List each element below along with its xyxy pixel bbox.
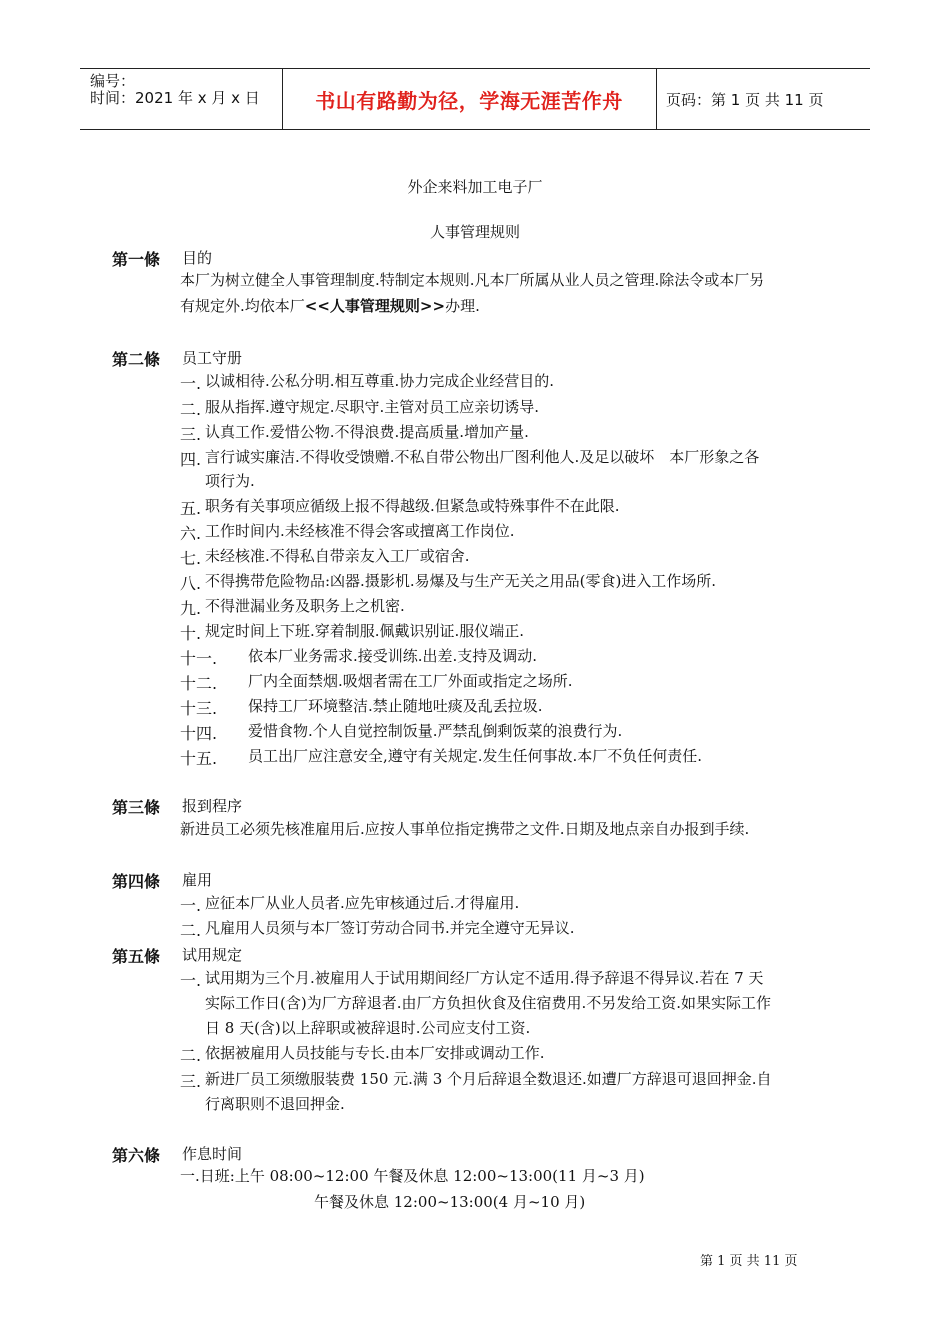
item-text: 项行为. (205, 472, 255, 490)
item-text: 应征本厂从业人员者.应先审核通过后.才得雇用. (205, 894, 520, 912)
header-motto: 书山有路勤为径，学海无涯苦作舟 (315, 88, 623, 113)
item-number: 十五. (180, 749, 218, 768)
article-label: 第三條 (112, 798, 161, 817)
item-text: 凡雇用人员须与本厂签订劳动合同书.并完全遵守无异议. (205, 919, 575, 937)
header-divider (656, 68, 657, 130)
item-text: 不得泄漏业务及职务上之机密. (205, 597, 405, 615)
header-date: 时间：2021 年 x 月 x 日 (90, 89, 260, 107)
item-number: 一. (180, 374, 202, 393)
item-text: 依据被雇用人员技能与专长.由本厂安排或调动工作. (205, 1044, 545, 1062)
item-text: 规定时间上下班.穿着制服.佩戴识别证.服仪端正. (205, 622, 525, 640)
item-text: 工作时间内.未经核准不得会客或擅离工作岗位. (205, 522, 515, 540)
item-number: 一. (180, 971, 202, 990)
item-number: 二. (180, 1046, 202, 1065)
item-number: 十二. (180, 674, 218, 693)
article-label: 第六條 (112, 1146, 161, 1165)
item-text: 实际工作日(含)为厂方辞退者.由厂方负担伙食及住宿费用.不另发给工资.如果实际工作 (205, 994, 772, 1012)
article-label: 第二條 (112, 350, 161, 369)
page-footer: 第 1 页 共 11 页 (700, 1254, 798, 1269)
item-text: 服从指挥.遵守规定.尽职守.主管对员工应亲切诱导. (205, 398, 540, 416)
item-text: 依本厂业务需求.接受训练.出差.支持及调动. (248, 647, 538, 665)
paragraph-text: 有规定外.均依本厂 (180, 297, 305, 315)
paragraph-text: 办理. (445, 297, 480, 315)
article-label: 第五條 (112, 947, 161, 966)
article-heading: 员工守册 (182, 349, 243, 367)
item-text: 试用期为三个月.被雇用人于试用期间经厂方认定不适用.得予辞退不得异议.若在 7 天 (205, 969, 764, 987)
schedule-line: 午餐及休息 12:00~13:00(4 月~10 月) (314, 1193, 586, 1211)
item-number: 八. (180, 574, 202, 593)
header-page-info: 页码：第 1 页 共 11 页 (666, 90, 824, 109)
item-text: 厂内全面禁烟.吸烟者需在工厂外面或指定之场所. (248, 672, 573, 690)
item-text: 认真工作.爱惜公物.不得浪费.提高质量.增加产量. (205, 423, 529, 441)
header-code-label: 编号： (90, 72, 136, 90)
paragraph-line: 本厂为树立健全人事管理制度.特制定本规则.凡本厂所属从业人员之管理.除法令或本厂另 (180, 271, 765, 289)
item-number: 十一. (180, 649, 218, 668)
item-number: 二. (180, 921, 202, 940)
paragraph-line (180, 296, 480, 316)
item-number: 七. (180, 549, 202, 568)
article-heading: 雇用 (182, 871, 213, 889)
item-number: 五. (180, 499, 202, 518)
company-name: 外企来料加工电子厂 (407, 178, 543, 196)
item-number: 十. (180, 624, 202, 643)
item-number: 三. (180, 425, 202, 444)
item-number: 六. (180, 524, 202, 543)
item-text: 员工出厂应注意安全,遵守有关规定.发生任何事故.本厂不负任何责任. (248, 747, 703, 765)
item-text: 言行诚实廉洁.不得收受馈赠.不私自带公物出厂图利他人.及足以破坏 本厂形象之各 (205, 448, 760, 466)
article-label: 第四條 (112, 872, 161, 891)
item-number: 十三. (180, 699, 218, 718)
article-heading: 作息时间 (182, 1145, 243, 1163)
item-number: 九. (180, 599, 202, 618)
article-heading: 试用规定 (182, 946, 243, 964)
header-table (80, 68, 870, 130)
article-heading: 目的 (182, 249, 213, 267)
item-number: 一. (180, 896, 202, 915)
item-text: 爱惜食物.个人自觉控制饭量.严禁乱倒剩饭菜的浪费行为. (248, 722, 623, 740)
item-number: 三. (180, 1072, 202, 1091)
item-text: 行离职则不退回押金. (205, 1095, 345, 1113)
item-number: 二. (180, 400, 202, 419)
article-heading: 报到程序 (182, 797, 243, 815)
item-text: 日 8 天(含)以上辞职或被辞退时.公司应支付工资. (205, 1019, 531, 1037)
item-text: 新进厂员工须缴服装费 150 元.满 3 个月后辞退全数退还.如遭厂方辞退可退回押金.自 (205, 1070, 772, 1088)
item-text: 职务有关事项应循级上报不得越级.但紧急或特殊事件不在此限. (205, 497, 620, 515)
item-text: 保持工厂环境整洁.禁止随地吐痰及乱丢拉圾. (248, 697, 543, 715)
schedule-line: 一.日班:上午 08:00~12:00 午餐及休息 12:00~13:00(11 月~3 月) (180, 1167, 645, 1185)
rules-reference: <<人事管理规则>> (304, 297, 446, 315)
item-number: 十四. (180, 724, 218, 743)
article-label: 第一條 (112, 250, 161, 269)
item-text: 不得携带危险物品:凶器.摄影机.易爆及与生产无关之用品(零食)进入工作场所. (205, 572, 717, 590)
item-text: 未经核准.不得私自带亲友入工厂或宿舍. (205, 547, 470, 565)
paragraph-line: 新进员工必须先核准雇用后.应按人事单位指定携带之文件.日期及地点亲自办报到手续. (180, 820, 750, 838)
item-number: 四. (180, 450, 202, 469)
item-text: 以诚相待.公私分明.相互尊重.协力完成企业经营目的. (205, 372, 555, 390)
document-title: 人事管理规则 (429, 223, 520, 241)
